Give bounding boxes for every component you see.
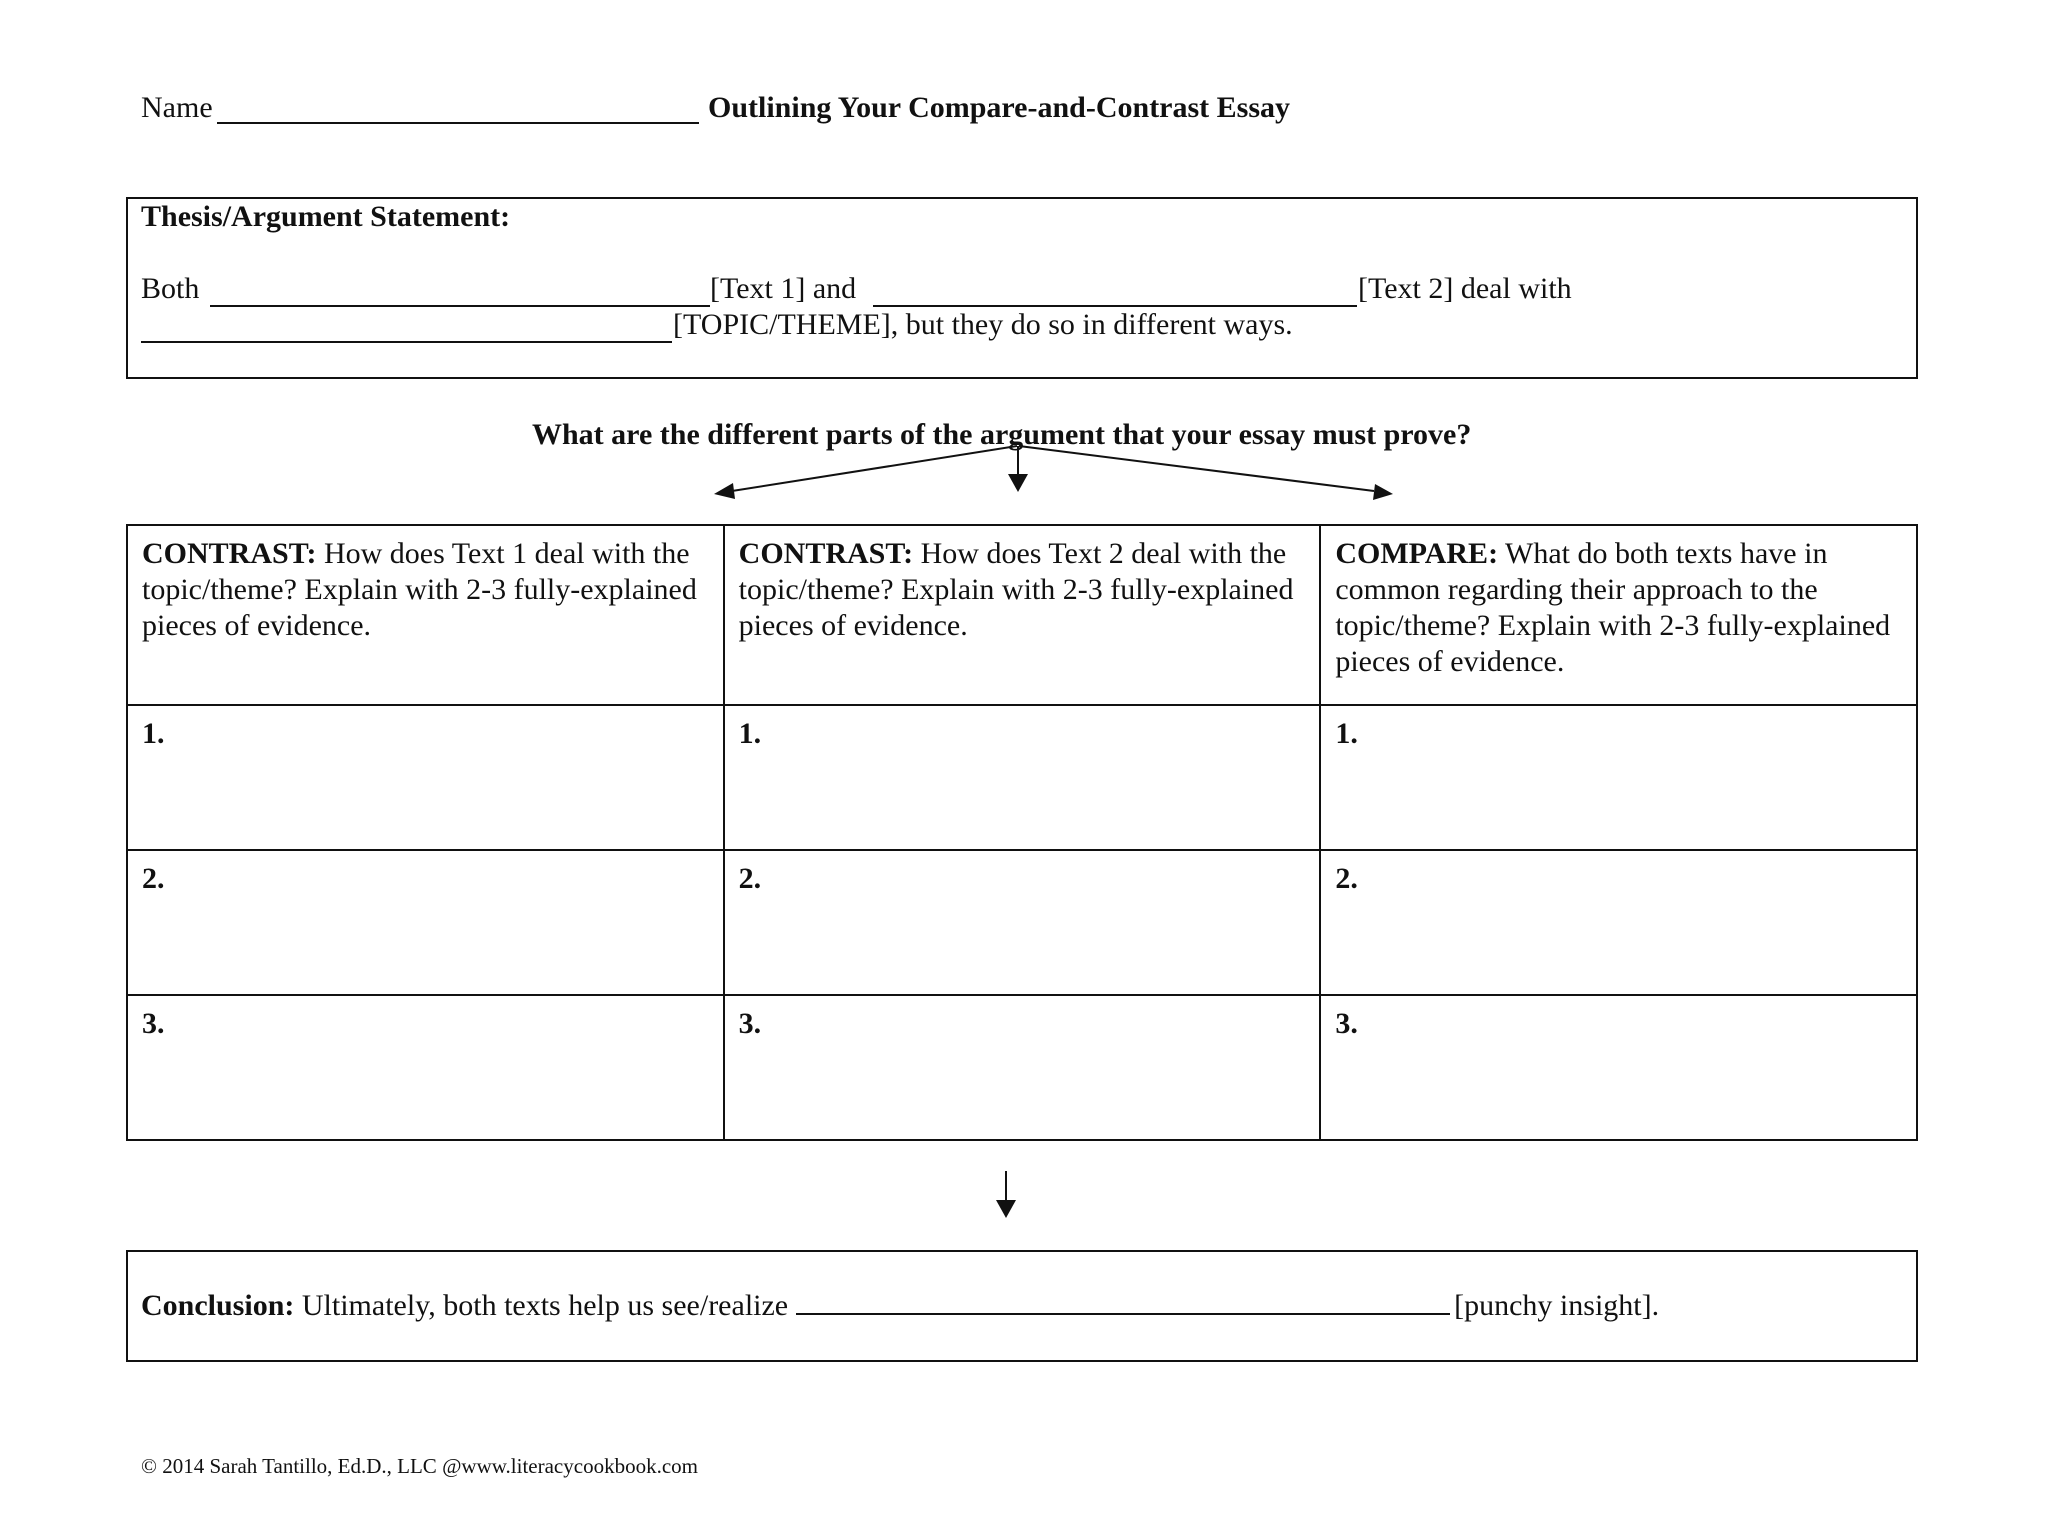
- evidence-cell[interactable]: [127, 850, 724, 995]
- outline-header-row: [127, 525, 1917, 705]
- insight-blank[interactable]: [796, 1285, 1450, 1315]
- column-lead: COMPARE:: [1335, 537, 1499, 570]
- table-row: [127, 995, 1917, 1140]
- copyright-footer: © 2014 Sarah Tantillo, Ed.D., LLC @www.literacycookbook.com: [141, 1454, 698, 1478]
- contrast-text2-header: [724, 525, 1321, 705]
- thesis-both-label: Both: [141, 272, 200, 305]
- table-row: [127, 850, 1917, 995]
- row-number: 1.: [738, 717, 762, 750]
- evidence-cell[interactable]: [724, 995, 1321, 1140]
- thesis-topic-label: [TOPIC/THEME], but they do so in different ways.: [673, 308, 1293, 341]
- evidence-cell[interactable]: [1320, 850, 1917, 995]
- evidence-cell[interactable]: [127, 995, 724, 1140]
- conclusion-tail: [punchy insight].: [1454, 1289, 1660, 1322]
- outline-table: [126, 524, 1918, 1141]
- row-number: 3.: [738, 1007, 762, 1040]
- left-arrow-icon: [714, 446, 1017, 499]
- evidence-cell[interactable]: [1320, 995, 1917, 1140]
- row-number: 1.: [1335, 717, 1358, 750]
- evidence-cell[interactable]: [1320, 705, 1917, 850]
- row-number: 2.: [738, 862, 762, 895]
- compare-header: [1320, 525, 1917, 705]
- conclusion-text: Ultimately, both texts help us see/realize: [294, 1289, 789, 1322]
- column-prompt: How does Text 1 deal with the topic/theme? Explain with 2-3 fully-explained pieces of evidence.: [142, 537, 697, 642]
- row-number: 2.: [1335, 862, 1358, 895]
- row-number: 2.: [142, 862, 165, 895]
- table-row: [127, 705, 1917, 850]
- row-number: 3.: [1335, 1007, 1358, 1040]
- name-label: Name: [141, 91, 213, 124]
- document-title: Outlining Your Compare-and-Contrast Essay: [708, 91, 1291, 124]
- column-prompt: What do both texts have in common regarding their approach to the topic/theme? Explain with 2-3 fully-explained pieces of evidence.: [1335, 537, 1891, 678]
- conclusion-down-arrow-icon: [996, 1171, 1016, 1218]
- evidence-cell[interactable]: [127, 705, 724, 850]
- argument-question: What are the different parts of the argument that your essay must prove?: [532, 418, 1472, 451]
- down-arrow-icon: [1008, 446, 1028, 492]
- column-prompt: How does Text 2 deal with the topic/theme? Explain with 2-3 fully-explained pieces of evidence.: [738, 537, 1294, 642]
- thesis-title: Thesis/Argument Statement:: [141, 200, 511, 233]
- thesis-text1-label: [Text 1] and: [710, 272, 857, 305]
- contrast-text1-header: [127, 525, 724, 705]
- thesis-text2-label: [Text 2] deal with: [1358, 272, 1572, 305]
- row-number: 1.: [142, 717, 165, 750]
- evidence-cell[interactable]: [724, 850, 1321, 995]
- right-arrow-icon: [1019, 446, 1393, 500]
- column-lead: CONTRAST:: [142, 537, 317, 570]
- column-lead: CONTRAST:: [738, 537, 914, 570]
- row-number: 3.: [142, 1007, 165, 1040]
- evidence-cell[interactable]: [724, 705, 1321, 850]
- conclusion-line: [141, 1285, 1659, 1324]
- conclusion-lead: Conclusion:: [141, 1289, 295, 1322]
